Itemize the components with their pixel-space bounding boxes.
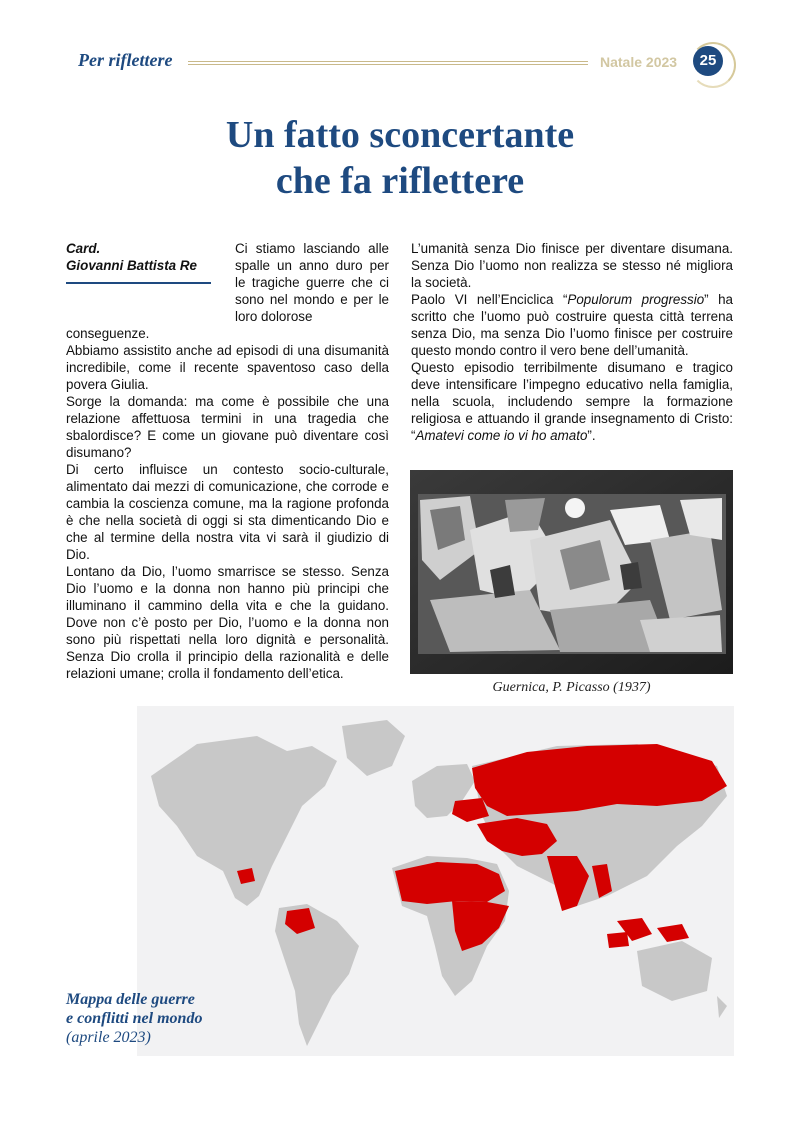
paragraph: Abbiamo assistito anche ad episodi di una disumanità incredibile, come il recente spaventoso caso della povera Giulia. [66, 343, 389, 392]
section-title: Per riflettere [78, 50, 173, 70]
title-line-2: che fa riflettere [275, 160, 525, 202]
map-caption [66, 990, 202, 1047]
map-caption-line-1: Mappa delle guerre [66, 991, 195, 1008]
author-byline [66, 240, 214, 274]
paragraph: Sorge la domanda: ma come è possibile che una relazione affettuosa termini in una tragedia che sbalordisce? E come un giovane può diventare così disumano? [66, 394, 389, 460]
map-caption-date: (aprile 2023) [66, 1029, 151, 1046]
right-column [411, 240, 733, 444]
author-rule [66, 282, 211, 284]
paragraph: Di certo influisce un contesto socio-culturale, alimentato dai mezzi di comunicazione, che corrode e cambia la coscienza comune, ma la ragione profonda è che nella società di oggi si sta dimenticando Dio e che al termine della nostra vita vi sarà il giudizio di Dio. [66, 462, 389, 562]
paragraph: Questo episodio terribilmente disumano e tragico deve intensificare l’impegno educativo nella famiglia, nella scuola, includendo sempre la formazione religiosa e attuando il grande insegnamento di Cristo: “Amatevi come io vi ho amato”. [411, 360, 733, 443]
header-rule [188, 61, 588, 65]
encyclical-title: Populorum progressio [567, 292, 705, 307]
page-number: 25 [693, 46, 723, 76]
paragraph: Lontano da Dio, l’uomo smarrisce se stesso. Senza Dio l’uomo e la donna non hanno più principi che illuminano il cammino della vita e che la guidano. Dove non c’è posto per Dio, l’uomo e la donna non sono più rispettati nella loro dignità e personalità. Senza Dio crolla il principio della razionalità e delle relazioni umane; crolla il fondamento dell’etica. [66, 564, 389, 681]
guernica-image [410, 470, 733, 674]
world-conflict-map [137, 706, 734, 1056]
article-title [0, 112, 800, 204]
author-name: Giovanni Battista Re [66, 258, 197, 273]
paragraph: Paolo VI nell’Enciclica “Populorum progressio” ha scritto che l’uomo può costruire questa città terrena senza Dio, ma senza Dio l’uomo finisce per costruire questo mondo contro il vero bene dell’umanità. [411, 292, 733, 358]
quote: Amatevi come io vi ho amato [415, 428, 588, 443]
intro-paragraph: Ci stiamo lasciando alle spalle un anno duro per le tragiche guerre che ci sono nel mondo e per le loro dolorose [235, 241, 389, 324]
issue-label: Natale 2023 [600, 54, 678, 70]
left-column [66, 325, 389, 682]
paragraph: L’umanità senza Dio finisce per diventare disumana. Senza Dio l’uomo non realizza se stesso né migliora la società. [411, 241, 733, 290]
image-caption: Guernica, P. Picasso (1937) [492, 680, 651, 695]
paragraph: conseguenze. [66, 326, 150, 341]
author-title: Card. [66, 241, 101, 256]
map-caption-line-2: e conflitti nel mondo [66, 1010, 203, 1027]
title-line-1: Un fatto sconcertante [225, 114, 575, 156]
